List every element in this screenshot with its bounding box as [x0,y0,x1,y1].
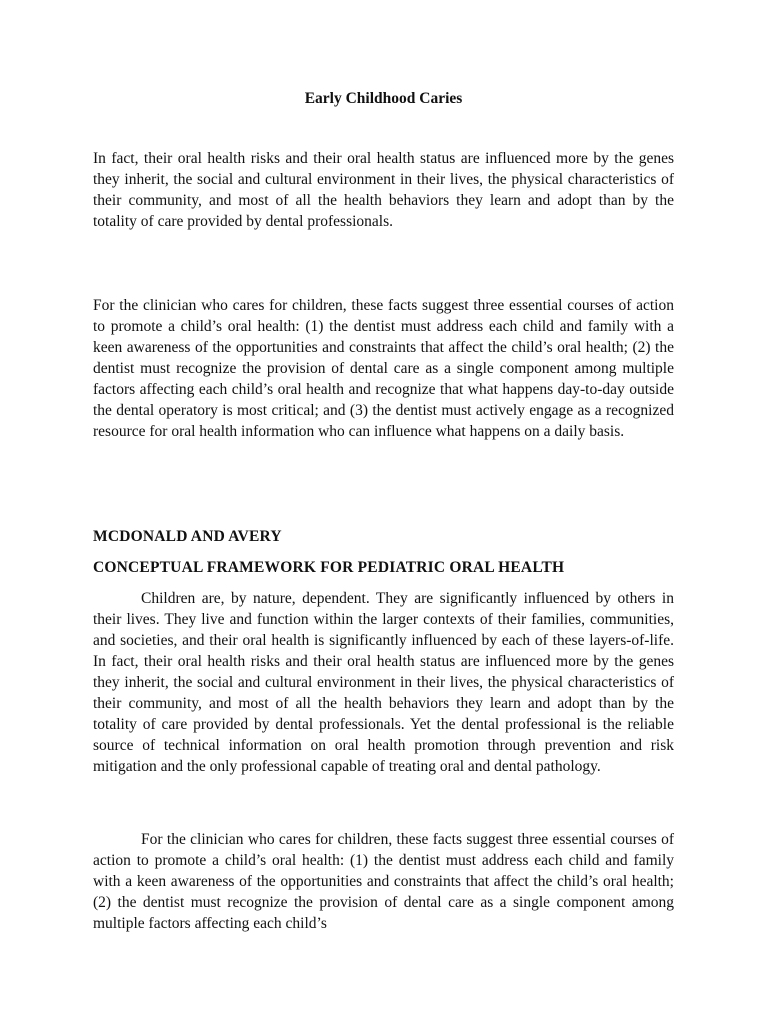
document-title: Early Childhood Caries [304,90,463,107]
section-heading-mcdonald-avery: MCDONALD AND AVERY [93,528,282,545]
paragraph-clinician-actions: For the clinician who cares for children, these facts suggest three essential courses of action to promote a child’s oral health: (1) the dentist must address each child and family with a keen awareness of the opportunities and constraints that affect the child’s oral health; (2) the dentist must recognize the provision of dental care as a single component among multiple factors affecting each child’s oral health and recognize that what happens day-to-day outside the dental operatory is most critical; and (3) the dentist must actively engage as a recognized resource for oral health information who can influence what happens on a daily basis. [93,297,674,440]
section-heading-conceptual-framework: CONCEPTUAL FRAMEWORK FOR PEDIATRIC ORAL HEALTH [93,559,565,576]
paragraph-clinician-actions-repeat: For the clinician who cares for children, these facts suggest three essential courses of action to promote a child’s oral health: (1) the dentist must address each child and family with a keen awareness of the opportunities and constraints that affect the child’s oral health; (2) the dentist must recognize the provision of dental care as a single component among multiple factors affecting each child’s [93,831,674,932]
paragraph-oral-health-risks: In fact, their oral health risks and their oral health status are influenced more by the genes they inherit, the social and cultural environment in their lives, the physical characteristics of their community, and most of all the health behaviors they learn and adopt than by the totality of care provided by dental professionals. [93,150,674,230]
paragraph-children-dependent: Children are, by nature, dependent. They are significantly influenced by others in their lives. They live and function within the larger contexts of their families, communities, and societies, and their oral health is significantly influenced by each of these layers-of-life. In fact, their oral health risks and their oral health status are influenced more by the genes they inherit, the social and cultural environment in their lives, the physical characteristics of their community, and most of all the health behaviors they learn and adopt than by the totality of care provided by dental professionals. Yet the dental professional is the reliable source of technical information on oral health promotion through prevention and risk mitigation and the only professional capable of treating oral and dental pathology. [93,590,674,775]
